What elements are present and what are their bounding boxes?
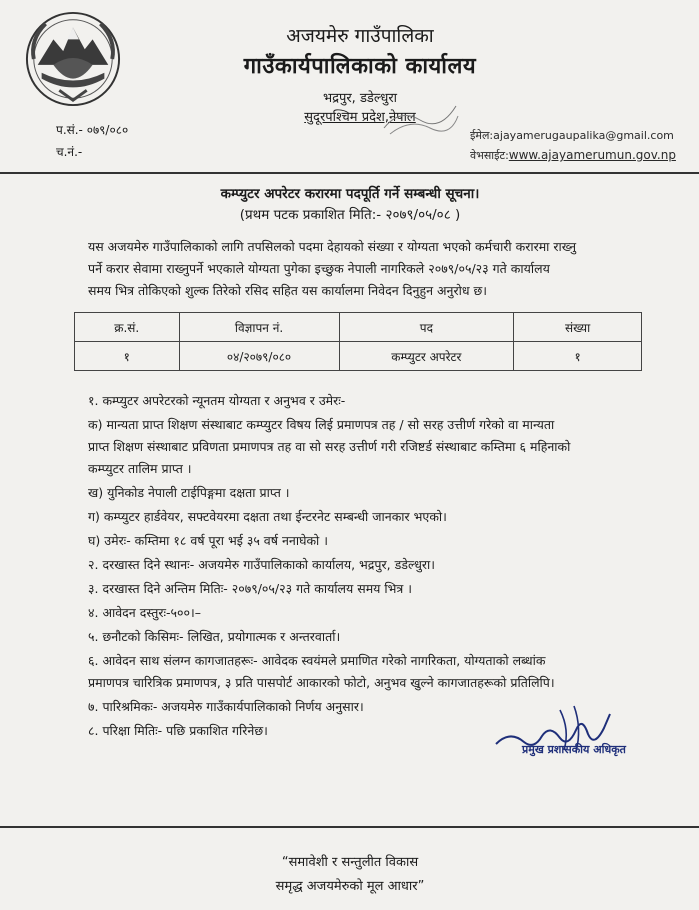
list-item: २. दरखास्त दिने स्थानः- अजयमेरु गाउँपालिकाको कार्यालय, भद्रपुर, डडेल्धुरा। (88, 557, 435, 572)
list-item: ५. छनौटको किसिमः- लिखित, प्रयोगात्मक र अन्तरवार्ता। (88, 629, 341, 644)
header-divider (0, 172, 699, 174)
list-item: ख) युनिकोड नेपाली टाईपिङ्गमा दक्षता प्राप्त । (88, 485, 290, 500)
dispatch-number: च.नं.- (56, 145, 83, 159)
list-item: ८. परिक्षा मितिः- पछि प्रकाशित गरिनेछ। (88, 723, 268, 738)
table-header-row (75, 313, 642, 342)
nepal-emblem-icon (24, 10, 122, 108)
contact-website-row (470, 148, 676, 163)
signature-title: प्रमुख प्रशासकीय अधिकृत (522, 743, 626, 756)
cell-count: १ (514, 342, 642, 371)
header-office-name: गाउँकार्यपालिकाको कार्यालय (243, 54, 477, 79)
notice-publish-date: (प्रथम पटक प्रकाशित मिति:- २०७९/०५/०८ ) (239, 207, 461, 223)
notice-intro (88, 236, 648, 302)
list-item: क) मान्यता प्राप्त शिक्षण संस्थाबाट कम्प्युटर विषय लिई प्रमाणपत्र तह / सो सरह उत्तीर्ण गरेको वा मान्यता (88, 417, 555, 432)
contact-email: ईमेल:ajayamerugaupalika@gmail.com (470, 129, 674, 142)
cell-ad-number: ०४/२०७९/०८० (179, 342, 339, 371)
notice-title: कम्प्युटर अपरेटर करारमा पदपूर्ति गर्ने सम्बन्धी सूचना। (220, 186, 480, 202)
list-item: ग) कम्प्युटर हार्डवेयर, सफ्टवेयरमा दक्षता तथा ईन्टरनेट सम्बन्धी जानकार भएको। (88, 509, 447, 524)
stamp-mark-icon (380, 98, 460, 138)
footer-divider (0, 826, 699, 828)
col-header-count: संख्या (514, 313, 642, 342)
col-header-serial: क्र.सं. (75, 313, 180, 342)
col-header-ad-number: विज्ञापन नं. (179, 313, 339, 342)
reference-number: प.सं.- ०७९/०८० (56, 123, 129, 137)
col-header-post: पद (339, 313, 514, 342)
cell-post: कम्प्युटर अपरेटर (339, 342, 514, 371)
table-row (75, 342, 642, 371)
website-link[interactable]: www.ajayamerumun.gov.np (508, 148, 676, 162)
list-item: कम्प्युटर तालिम प्राप्त । (88, 461, 192, 476)
intro-line: यस अजयमेरु गाउँपालिकाको लागि तपसिलको पदमा देहायको संख्या र योग्यता भएको कर्मचारी करारमा राख्नु (88, 239, 577, 254)
vacancy-table (74, 312, 642, 371)
list-item: घ) उमेरः- कम्तिमा १८ वर्ष पूरा भई ३५ वर्ष ननाघेको । (88, 533, 329, 548)
cell-serial: १ (75, 342, 180, 371)
list-item: ३. दरखास्त दिने अन्तिम मितिः- २०७९/०५/२३ गते कार्यालय समय भित्र । (88, 581, 413, 596)
list-item: १. कम्प्युटर अपरेटरको न्यूनतम योग्यता र अनुभव र उमेरः- (88, 393, 346, 408)
list-item: ४. आवेदन दस्तुरः-५००।– (88, 605, 201, 620)
list-item: ६. आवेदन साथ संलग्न कागजातहरूः- आवेदक स्वयंमले प्रमाणित गरेको नागरिकता, योग्यताको लब्धांक (88, 653, 546, 668)
intro-line: समय भित्र तोकिएको शुल्क तिरेको रसिद सहित यस कार्यालमा निवेदन दिनुहुन अनुरोध छ। (88, 283, 487, 298)
list-item: ७. पारिश्रमिकः- अजयमेरु गाउँकार्यपालिकाको निर्णय अनुसार। (88, 699, 364, 714)
intro-line: पर्ने करार सेवामा राख्नुपर्ने भएकाले योग्यता पुगेका इच्छुक नेपाली नागरिकले २०७९/०५/२३ गते कार्यालय (88, 261, 550, 276)
header-province: सुदूरपश्चिम प्रदेश,नेपाल (304, 110, 416, 125)
list-item: प्रमाणपत्र चारित्रिक प्रमाणपत्र, ३ प्रति पासपोर्ट आकारको फोटो, अनुभव खुल्ने कागजातहरूको प्रतिलिपि। (88, 675, 555, 690)
header-address: भद्रपुर, डडेल्धुरा (322, 91, 398, 106)
website-label: वेभसाईट: (470, 149, 509, 162)
motto-line-1: “समावेशी र सन्तुलीत विकास (281, 855, 419, 870)
header-municipality-name: अजयमेरु गाउँपालिका (286, 25, 434, 47)
list-item: प्राप्त शिक्षण संस्थाबाट प्रविणता प्रमाणपत्र तह वा सो सरह उत्तीर्ण गरी रजिष्टर्ड संस्थाबाट कम्तिमा ६ महिनाको (88, 439, 571, 454)
motto-line-2: समृद्ध अजयमेरुको मूल आधार” (275, 879, 425, 894)
